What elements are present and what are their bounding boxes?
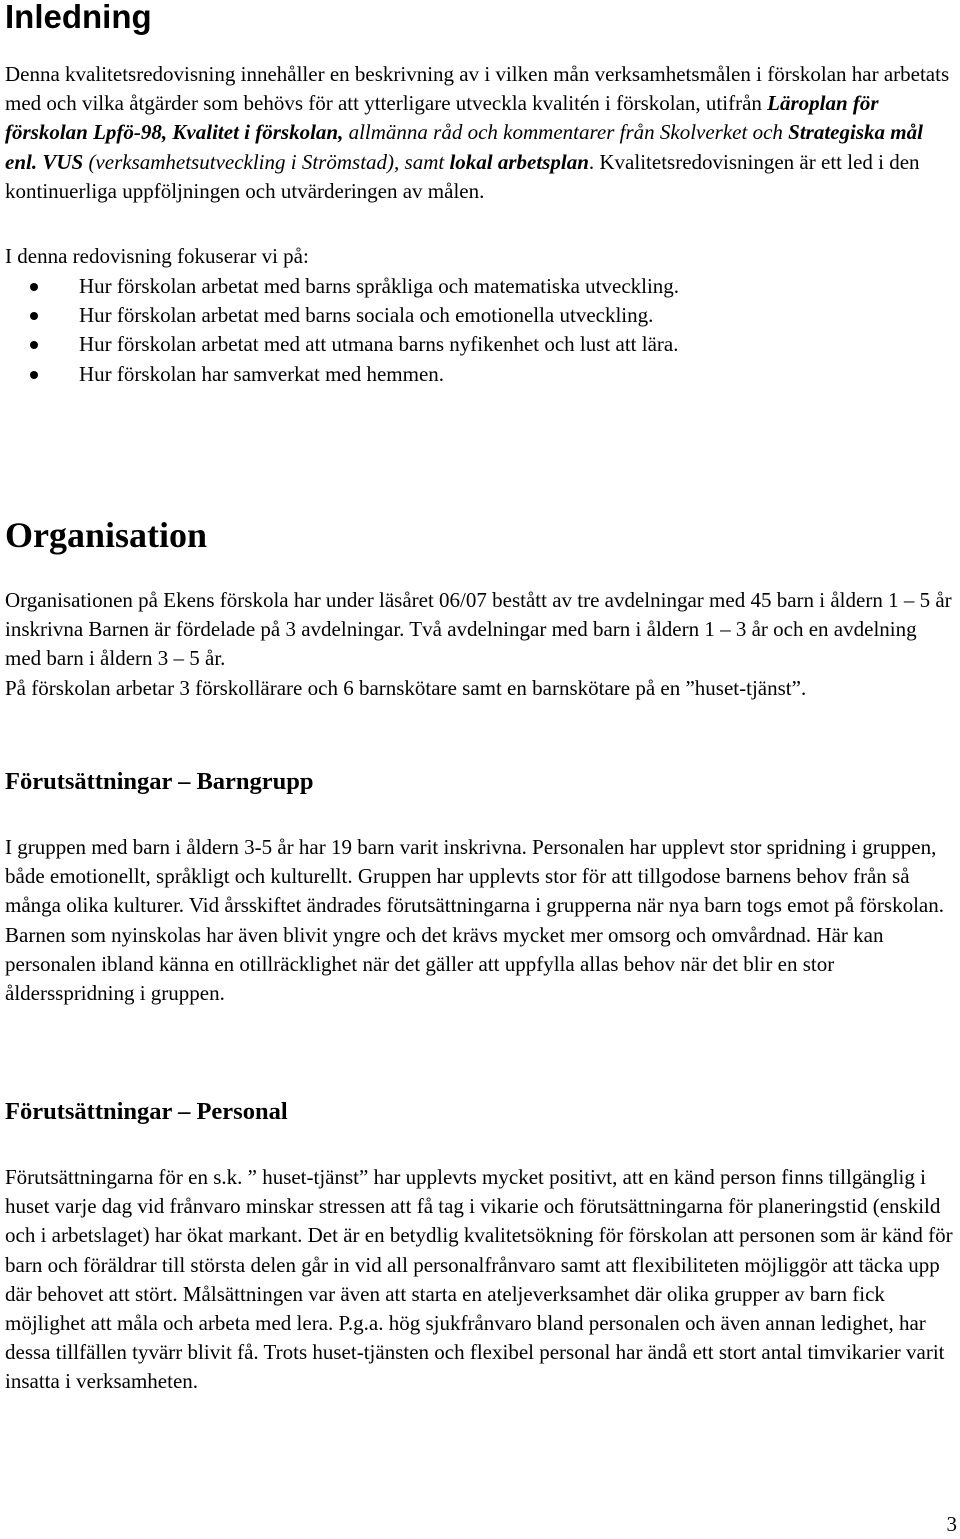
organisation-paragraph-1: Organisationen på Ekens förskola har under läsåret 06/07 bestått av tre avdelningar med 45 barn i åldern 1 – 5 år inskrivna Barnen är fördelade på 3 avdelningar. Två avdelningar med barn i åldern 1 – 3 år och en avdelning med barn i åldern 3 – 5 år. [5,588,952,671]
section-title-inledning: Inledning [5,0,152,35]
list-item-text: Hur förskolan har samverkat med hemmen. [79,361,445,386]
intro-text-3: allmänna råd och kommentarer från Skolverket och [343,120,789,145]
list-item-text: Hur förskolan arbetat med barns sociala och emotionella utveckling. [79,303,654,328]
focus-list [5,272,957,389]
bullet-icon [30,341,38,349]
list-item [5,301,957,330]
intro-paragraph [5,60,957,206]
bullet-icon [30,283,38,291]
list-item [5,360,957,389]
page-number: 3 [946,1512,957,1536]
intro-text-4: Strategiska mål enl. VUS [5,120,923,174]
intro-text-5: (verksamhetsutveckling i Strömstad), samt [83,149,450,174]
section-title-personal: Förutsättningar – Personal [5,1098,288,1125]
list-item-text: Hur förskolan arbetat med att utmana barns nyfikenhet och lust att lära. [79,332,679,357]
section-title-organisation: Organisation [5,515,208,555]
barngrupp-paragraph: I gruppen med barn i åldern 3-5 år har 19 barn varit inskrivna. Personalen har upplevt stor spridning i gruppen, både emotionellt, språkligt och kulturellt. Gruppen har upplevts stor för att tillgodose barnens behov från så många olika kulturer. Vid årsskiftet ändrades förutsättningarna i grupperna när nya barn togs emot på förskolan. Barnen som nyinskolas har även blivit yngre och det krävs mycket mer omsorg och omvårdnad. Här kan personalen ibland känna en otillräcklighet när det gäller att uppfylla allas behov när det blir en stor åldersspridning i gruppen. [5,835,944,1006]
intro-text-7: . Kvalitetsredovisningen är ett led i den kontinuerliga uppföljningen och utvärderingen av målen. [5,149,920,203]
bullet-icon [30,312,38,320]
intro-text-2: Läroplan för förskolan Lpfö-98, Kvalitet i förskolan, [5,91,879,145]
section-title-barngrupp: Förutsättningar – Barngrupp [5,768,314,795]
intro-text-1: Denna kvalitetsredovisning innehåller en beskrivning av i vilken mån verksamhetsmålen i förskolan har arbetats med och vilka åtgärder som behövs för att ytterligare utveckla kvalitén i förskolan, utifrån [5,62,950,116]
organisation-paragraph-2: På förskolan arbetar 3 förskollärare och 6 barnskötare samt en barnskötare på en ”huset-tjänst”. [5,676,807,700]
personal-paragraph: Förutsättningarna för en s.k. ” huset-tjänst” har upplevts mycket positivt, att en känd person finns tillgänglig i huset varje dag vid frånvaro minskar stressen att få tag i vikarie och förutsättningarna för planeringstid (enskild och i arbetslaget) har ökat markant. Det är en betydlig kvalitetsökning för förskolan att personen som är känd för barn och föräldrar till största delen går in vid all personalfrånvaro samt att flexibiliteten möjliggör att täcka upp där behovet att stört. Målsättningen var även att starta en ateljeverksamhet där olika grupper av barn fick möjlighet att måla och arbeta med lera. P.g.a. hög sjukfrånvaro bland personalen och även annan ledighet, har dessa tillfällen tyvärr blivit få. Trots huset-tjänsten och flexibel personal har ändå ett stort antal timvikarier varit insatta i verksamheten. [5,1165,953,1394]
list-item [5,330,957,359]
list-item-text: Hur förskolan arbetat med barns språkliga och matematiska utveckling. [79,274,680,298]
list-item [5,272,957,301]
intro-text-6: lokal arbetsplan [449,149,589,174]
bullet-icon [30,371,38,379]
focus-lead: I denna redovisning fokuserar vi på: [5,244,309,268]
